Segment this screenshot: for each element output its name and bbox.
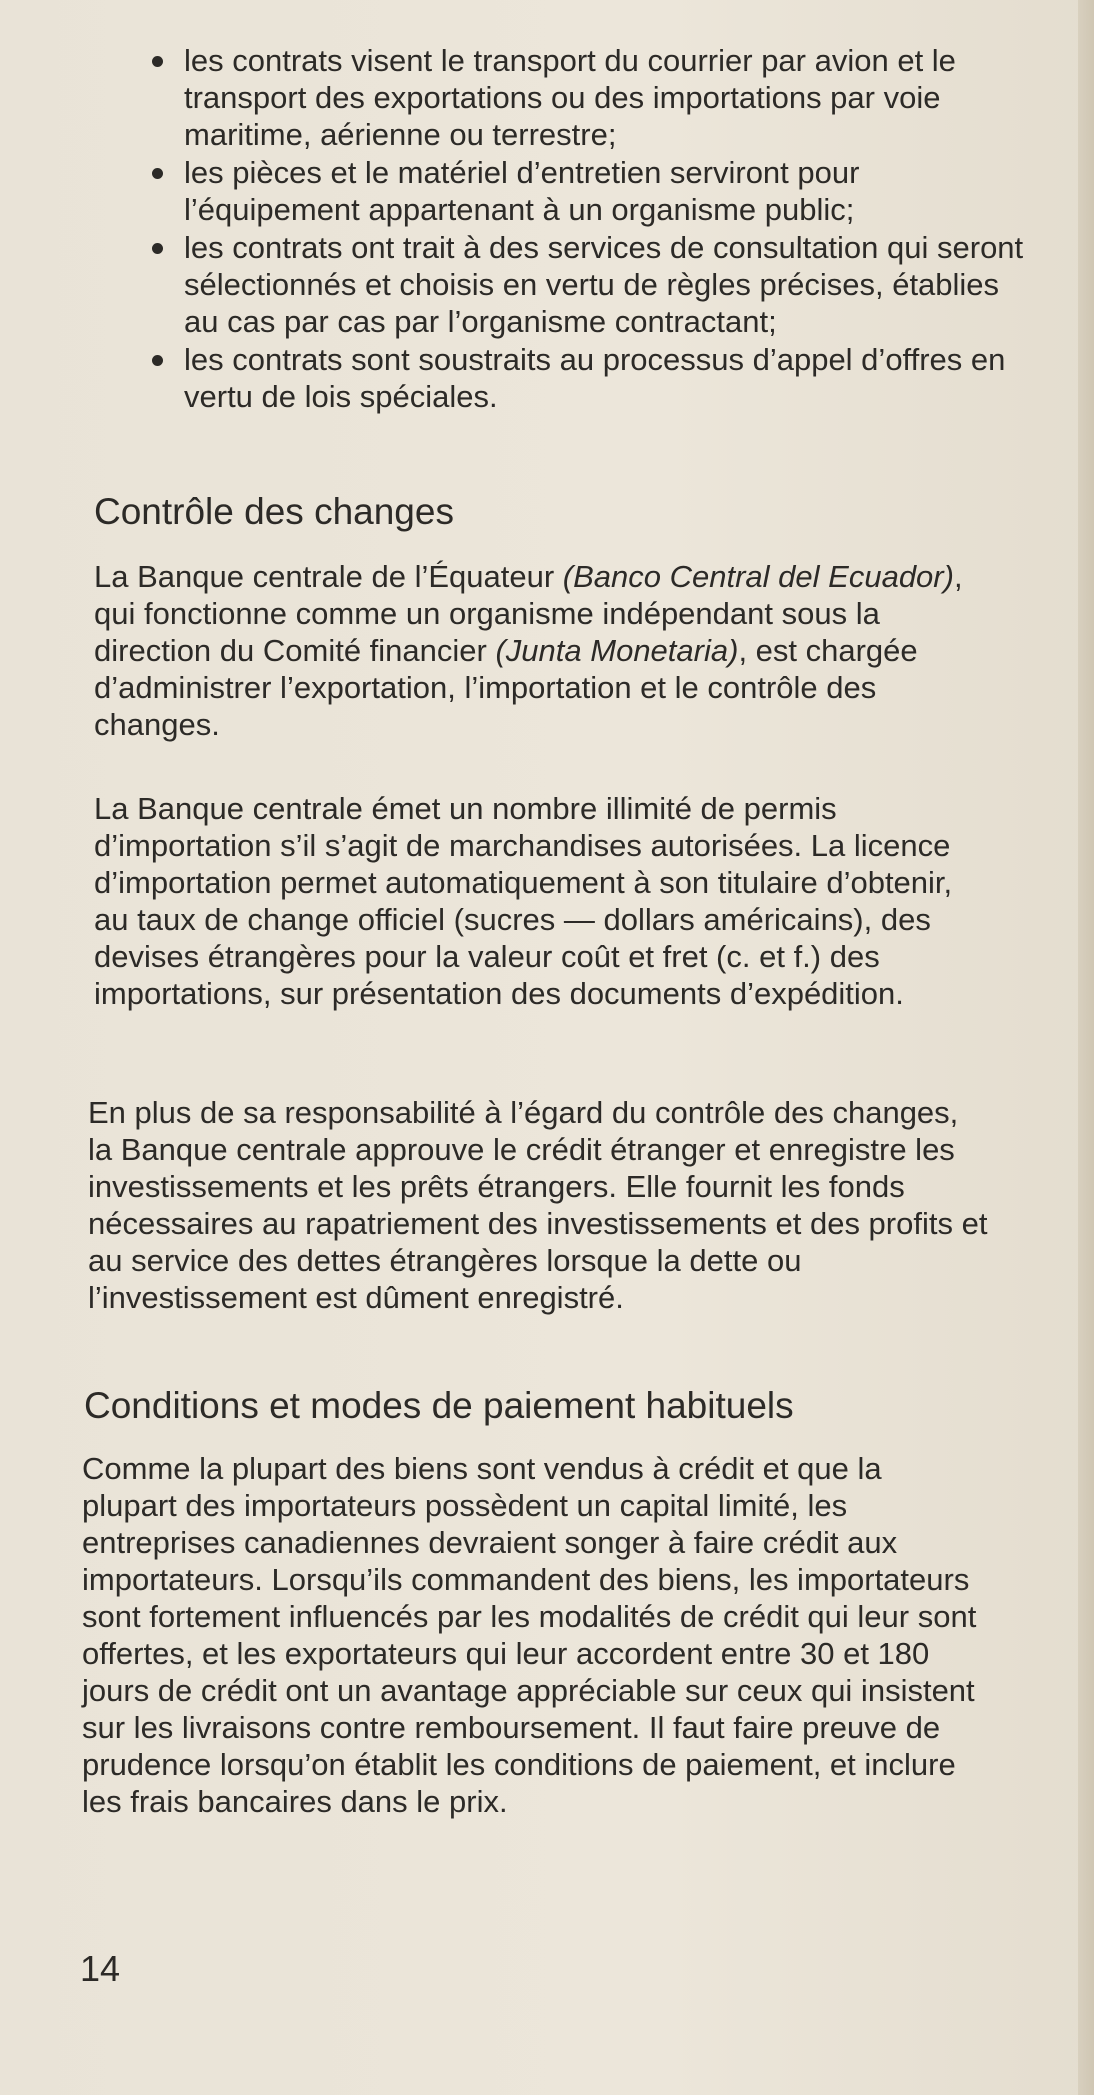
bullet-item: les pièces et le matériel d’entretien serviront pour l’équipement appartenant à un organisme public; xyxy=(152,154,1032,228)
page-edge xyxy=(1078,0,1094,2095)
page-number: 14 xyxy=(80,1948,121,1989)
paragraph-central-bank: La Banque centrale de l’Équateur (Banco Central del Ecuador), qui fonctionne comme un organisme indépendant sous la direction du Comité financier (Junta Monetaria), est chargée d’administrer l’exportation, l’importation et le contrôle des changes. xyxy=(94,559,963,742)
bullet-item: les contrats sont soustraits au processus d’appel d’offres en vertu de lois spéciales. xyxy=(152,341,1032,415)
paragraph-foreign-credit: En plus de sa responsabilité à l’égard du contrôle des changes, la Banque centrale approuve le crédit étranger et enregistre les investissements et les prêts étrangers. Elle fournit les fonds nécessaires au rapatriement des investissements et des profits et au service des dettes étrangères lorsque la dette ou l’investissement est dûment enregistré. xyxy=(88,1095,988,1315)
section-heading-exchange-control: Contrôle des changes xyxy=(94,491,454,532)
bullet-icon xyxy=(152,243,163,254)
bullet-item: les contrats ont trait à des services de consultation qui seront sélectionnés et choisis en vertu de règles précises, établies au cas par cas par l’organisme contractant; xyxy=(152,229,1032,340)
bullet-icon xyxy=(152,355,163,366)
bullet-icon xyxy=(152,168,163,179)
section-heading-payment-conditions: Conditions et modes de paiement habituels xyxy=(84,1385,794,1426)
bullet-item: les contrats visent le transport du courrier par avion et le transport des exportations ou des importations par voie maritime, aérienne ou terrestre; xyxy=(152,42,1032,153)
paragraph-import-permits: La Banque centrale émet un nombre illimité de permis d’importation s’il s’agit de marchandises autorisées. La licence d’importation permet automatiquement à son titulaire d’obtenir, au taux de change officiel (sucres — dollars américains), des devises étrangères pour la valeur coût et fret (c. et f.) des importations, sur présentation des documents d’expédition. xyxy=(94,791,953,1011)
bullet-icon xyxy=(152,56,163,67)
bullet-list xyxy=(152,42,1032,416)
paragraph-payment-terms: Comme la plupart des biens sont vendus à crédit et que la plupart des importateurs possèdent un capital limité, les entreprises canadiennes devraient songer à faire crédit aux importateurs. Lorsqu’ils commandent des biens, les importateurs sont fortement influencés par les modalités de crédit qui leur sont offertes, et les exportateurs qui leur accordent entre 30 et 180 jours de crédit ont un avantage appréciable sur ceux qui insistent sur les livraisons contre remboursement. Il faut faire preuve de prudence lorsqu’on établit les conditions de paiement, et inclure les frais bancaires dans le prix. xyxy=(82,1451,977,1819)
